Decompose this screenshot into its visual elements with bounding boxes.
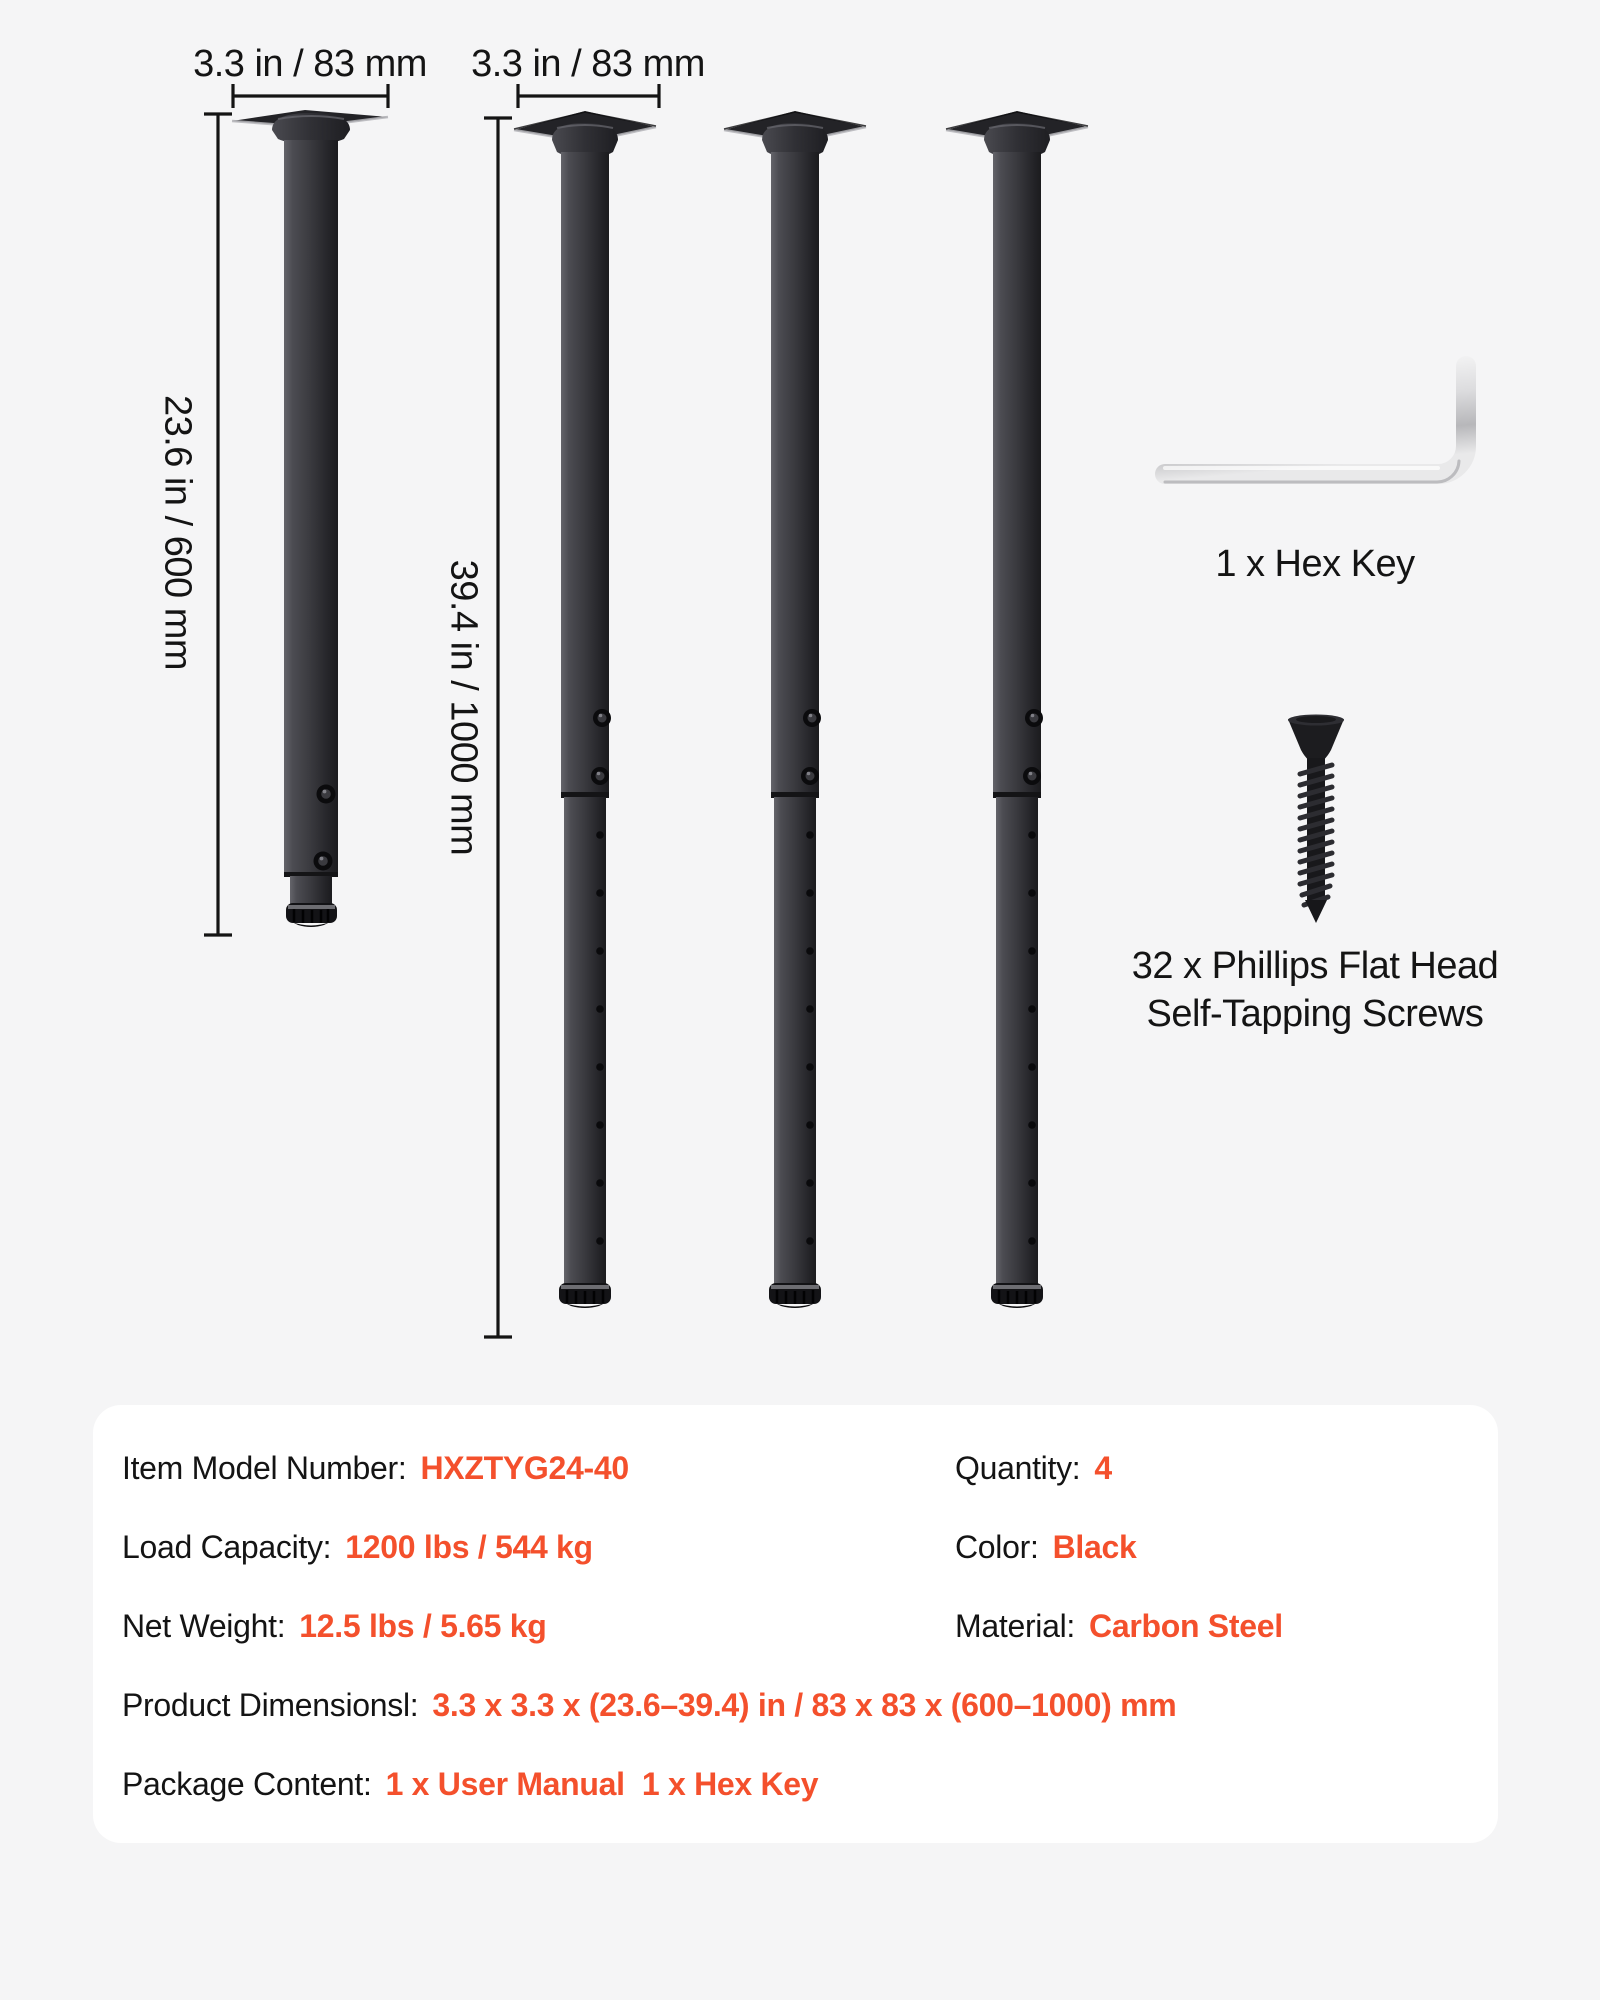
spec-quantity xyxy=(955,1448,1112,1488)
spec-row-2 xyxy=(122,1527,1469,1567)
spec-row-1 xyxy=(122,1448,1469,1488)
spec-color xyxy=(955,1527,1136,1567)
spec-net-weight-value: 12.5 lbs / 5.65 kg xyxy=(299,1608,547,1644)
table-leg-adjustable-2 xyxy=(724,111,866,1308)
screws-label xyxy=(1065,942,1565,1038)
hex-key-image xyxy=(1165,366,1466,482)
spec-item-model-value: HXZTYG24-40 xyxy=(420,1450,629,1486)
screws-label-line2: Self-Tapping Screws xyxy=(1146,993,1484,1035)
table-leg-short xyxy=(232,110,388,927)
spec-material-value: Carbon Steel xyxy=(1089,1608,1283,1644)
spec-material-label: Material: xyxy=(955,1608,1076,1644)
height-line-tall-leg xyxy=(484,118,512,1337)
width-bracket-short-leg xyxy=(233,84,388,108)
spec-quantity-value: 4 xyxy=(1094,1450,1112,1486)
spec-quantity-label: Quantity: xyxy=(955,1450,1081,1486)
spec-card xyxy=(93,1405,1498,1843)
spec-load-capacity-value: 1200 lbs / 544 kg xyxy=(345,1529,593,1565)
spec-color-value: Black xyxy=(1052,1529,1137,1565)
spec-color-label: Color: xyxy=(955,1529,1039,1565)
spec-row-3 xyxy=(122,1606,1469,1646)
spec-dimensions-value: 3.3 x 3.3 x (23.6–39.4) in / 83 x 83 x (600–1000) mm xyxy=(432,1687,1177,1723)
spec-material xyxy=(955,1606,1283,1646)
screws-label-line1: 32 x Phillips Flat Head xyxy=(1131,945,1499,987)
width-label-tall-leg: 3.3 in / 83 mm xyxy=(471,43,705,85)
spec-load-capacity-label: Load Capacity: xyxy=(122,1529,332,1565)
spec-item-model-label: Item Model Number: xyxy=(122,1450,407,1486)
spec-row-4 xyxy=(122,1685,1469,1725)
screw-image xyxy=(1288,715,1344,924)
spec-dimensions xyxy=(122,1685,1176,1725)
spec-load-capacity xyxy=(122,1527,593,1567)
spec-net-weight xyxy=(122,1606,547,1646)
height-label-tall-leg: 39.4 in / 1000 mm xyxy=(442,559,485,856)
spec-package-content-label: Package Content: xyxy=(122,1766,372,1802)
width-bracket-tall-leg xyxy=(518,84,659,108)
spec-dimensions-label: Product Dimensionsl: xyxy=(122,1687,419,1723)
spec-package-content xyxy=(122,1764,818,1804)
spec-row-5 xyxy=(122,1764,1469,1804)
spec-package-content-value: 1 x User Manual 1 x Hex Key xyxy=(385,1766,819,1802)
table-leg-adjustable-1 xyxy=(514,111,656,1308)
spec-item-model xyxy=(122,1448,629,1488)
height-line-short-leg xyxy=(204,114,232,935)
table-leg-adjustable-3 xyxy=(946,111,1088,1308)
spec-net-weight-label: Net Weight: xyxy=(122,1608,286,1644)
width-label-short-leg: 3.3 in / 83 mm xyxy=(193,43,427,85)
hex-key-label: 1 x Hex Key xyxy=(1215,543,1415,585)
height-label-short-leg: 23.6 in / 600 mm xyxy=(156,394,199,671)
